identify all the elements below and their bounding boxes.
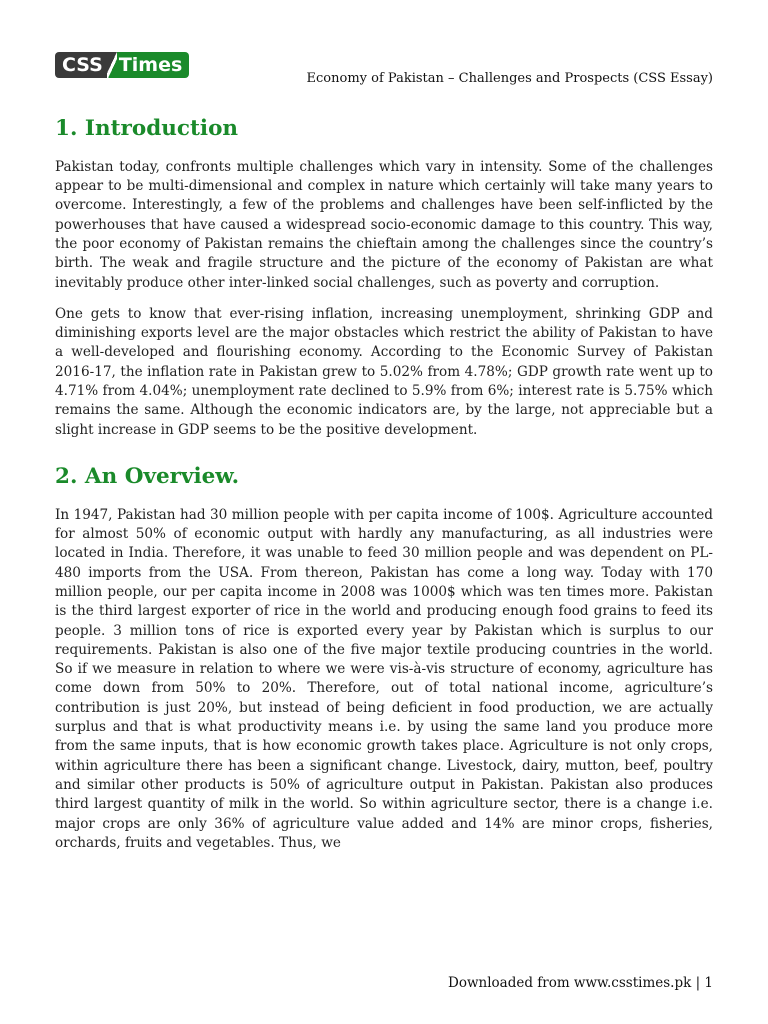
logo-times-text: Times [117,52,189,78]
paragraph: Pakistan today, confronts multiple challenges which vary in intensity. Some of the challenges appear to be multi-dimensional and complex in nature which certainly will take many years to overcome. Interestingly, a few of the problems and challenges have been self-inflicted by the powerhouses that have caused a widespread socio-economic damage to this country. This way, the poor economy of Pakistan remains the chieftain among the challenges since the country’s birth. The weak and fragile structure and the picture of the economy of Pakistan are what inevitably produce other inter-linked social challenges, such as poverty and corruption. [55,158,713,291]
section-heading-overview: 2. An Overview. [55,463,240,489]
logo-slash [107,52,117,78]
paragraph: One gets to know that ever-rising inflation, increasing unemployment, shrinking GDP and diminishing exports level are the major obstacles which restrict the ability of Pakistan to have a well-developed and flourishing economy. According to the Economic Survey of Pakistan 2016-17, the inflation rate in Pakistan grew to 5.02% from 4.78%; GDP growth rate went up to 4.71% from 4.04%; unemployment rate declined to 5.9% from 6%; interest rate is 5.75% which remains the same. Although the economic indicators are, by the large, not appreciable but a slight increase in GDP seems to be the positive development. [55,305,713,438]
document-title: Economy of Pakistan – Challenges and Prospects (CSS Essay) [306,71,713,86]
page-footer: Downloaded from www.csstimes.pk | 1 [448,975,713,991]
csstimes-logo [55,52,189,78]
logo-css-text: CSS [55,52,107,78]
paragraph: In 1947, Pakistan had 30 million people with per capita income of 100$. Agriculture accounted for almost 50% of economic output with hardly any manufacturing, as all industries were located in India. Therefore, it was unable to feed 30 million people and was dependent on PL-480 imports from the USA. From thereon, Pakistan has come a long way. Today with 170 million people, our per capita income in 2008 was 1000$ which was ten times more. Pakistan is the third largest exporter of rice in the world and producing enough food grains to feed its people. 3 million tons of rice is exported every year by Pakistan which is surplus to our requirements. Pakistan is also one of the five major textile producing countries in the world. So if we measure in relation to where we were vis-à-vis structure of economy, agriculture has come down from 50% to 20%. Therefore, out of total national income, agriculture’s contribution is just 20%, but instead of being deficient in food production, we are actually surplus and that is what productivity means i.e. by using the same land you produce more from the same inputs, that is how economic growth takes place. Agriculture is not only crops, within agriculture there has been a significant change. Livestock, dairy, mutton, beef, poultry and similar other products is 50% of agriculture output in Pakistan. Pakistan also produces third largest quantity of milk in the world. So within agriculture sector, there is a change i.e. major crops are only 36% of agriculture value added and 14% are minor crops, fisheries, orchards, fruits and vegetables. Thus, we [55,506,713,851]
document-body [55,116,713,865]
section-heading-introduction: 1. Introduction [55,116,239,141]
